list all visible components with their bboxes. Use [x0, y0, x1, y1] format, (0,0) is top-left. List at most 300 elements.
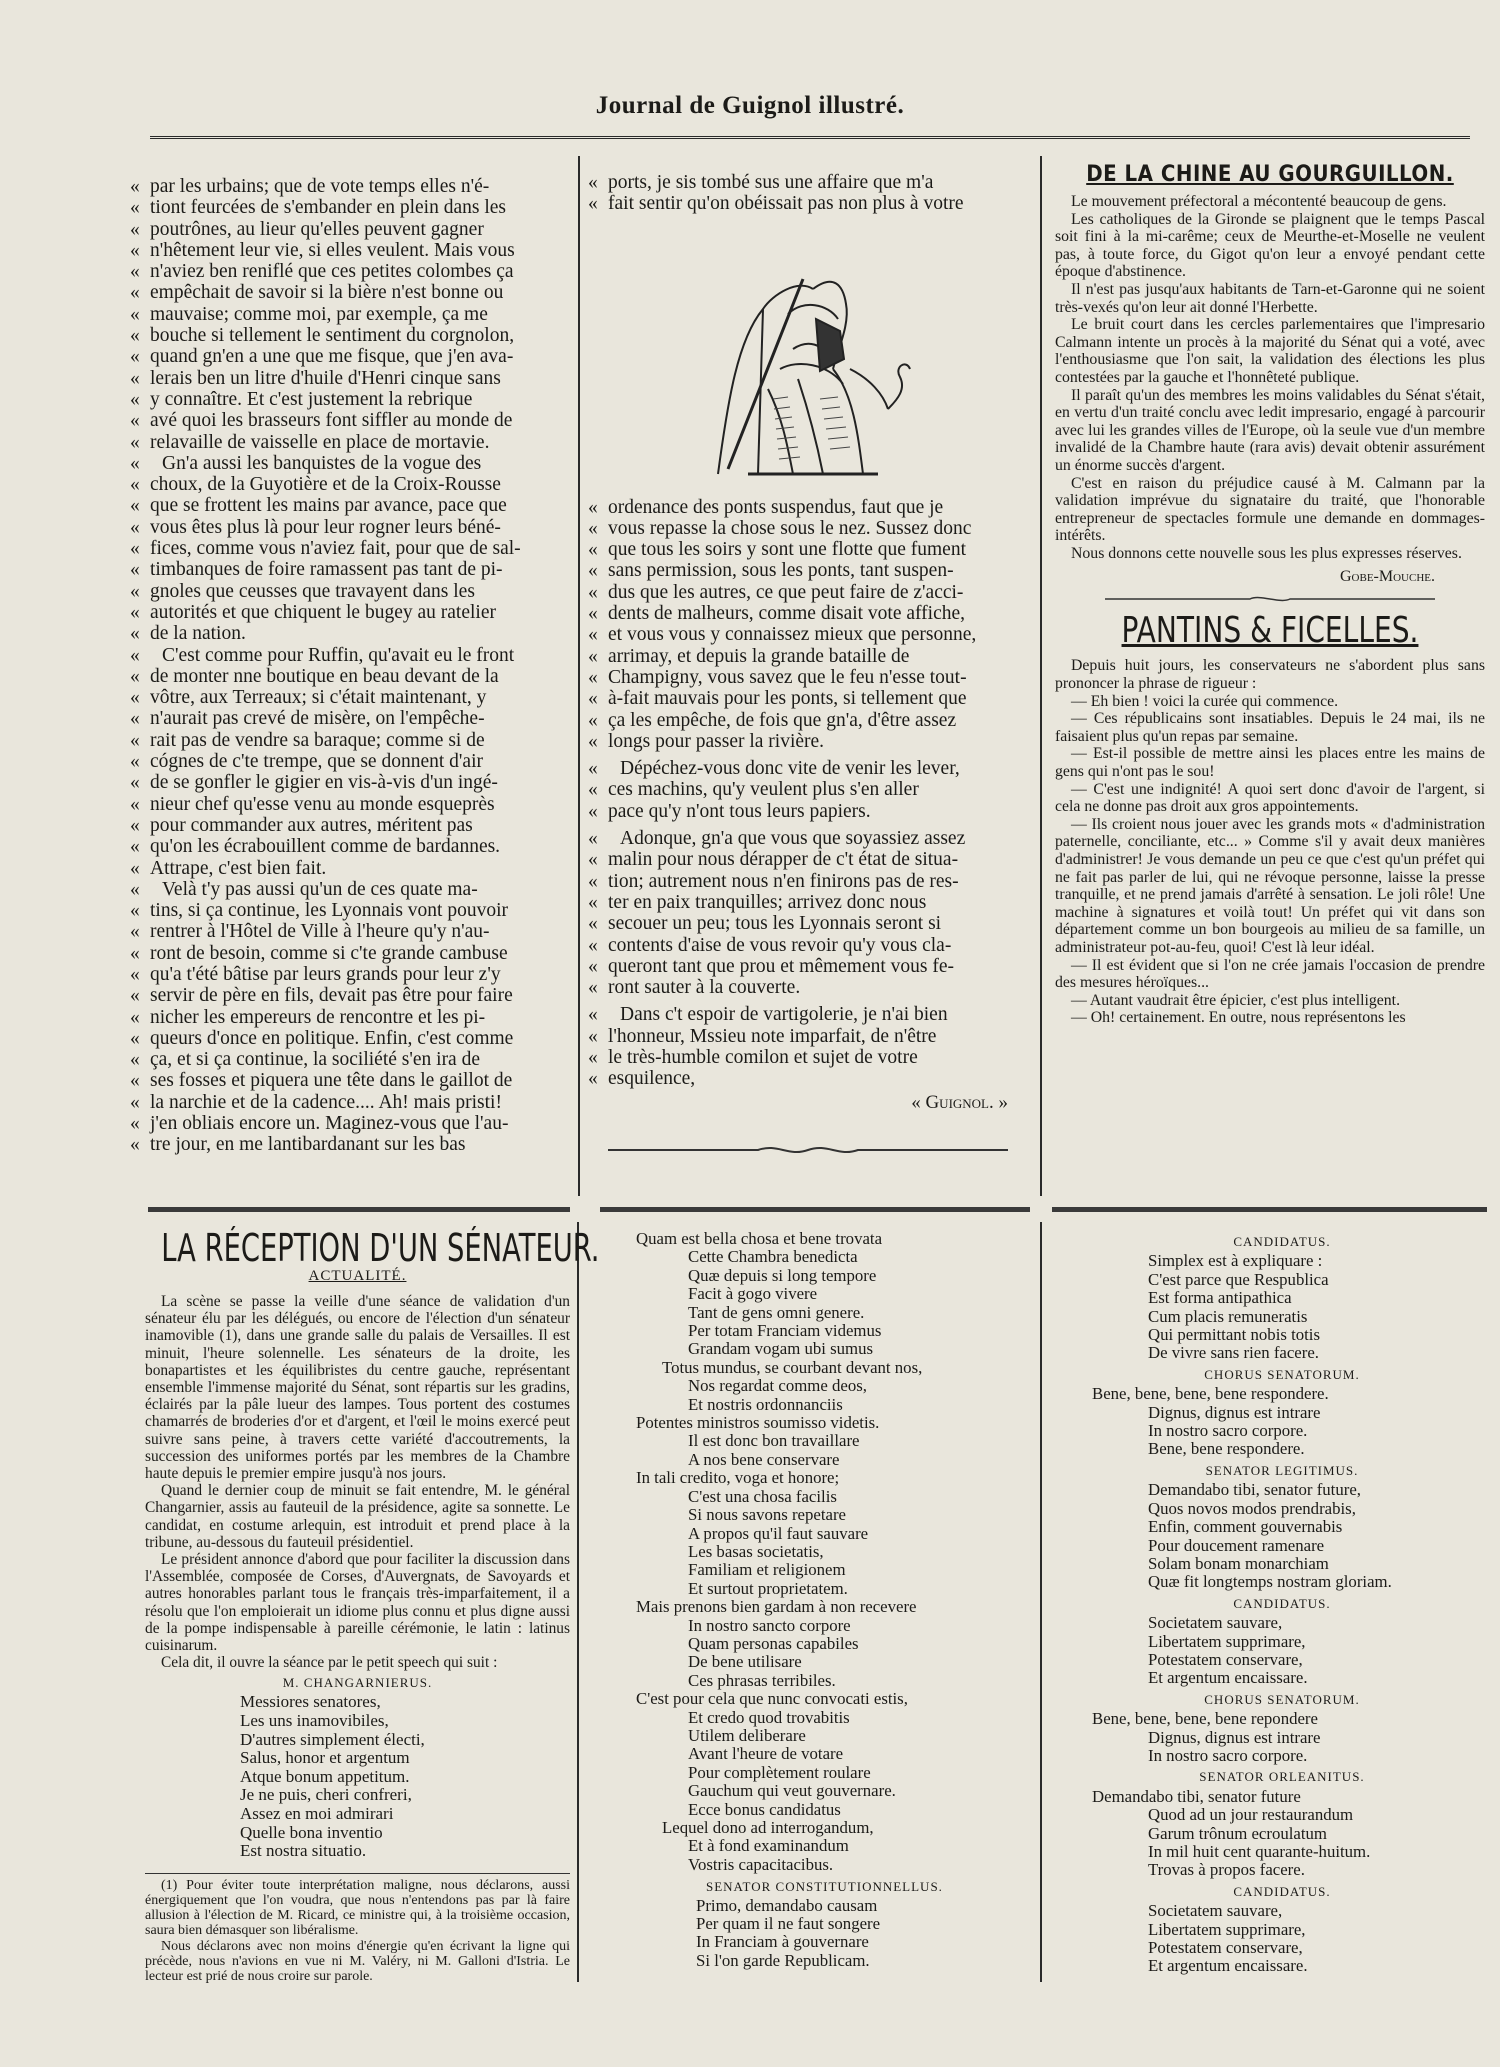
letter-line-text: vôtre, aux Terreaux; si c'était maintenant, y	[150, 687, 487, 709]
letter-line	[588, 710, 1028, 731]
guillemet-mark: «	[588, 581, 598, 603]
guillemet-mark: «	[130, 176, 140, 197]
verse-line: De bene utilisare	[688, 1652, 802, 1672]
letter-line	[130, 1028, 570, 1049]
letter-line	[588, 560, 1028, 581]
guillemet-mark: «	[588, 1025, 598, 1047]
letter-line	[130, 815, 570, 836]
verse-line: Per quam il ne faut songere	[696, 1914, 881, 1934]
letter-line	[588, 1047, 1028, 1068]
verse-line: Assez en moi admirari	[240, 1804, 394, 1824]
guillemet-mark: «	[588, 977, 598, 999]
letter-line	[130, 751, 570, 772]
verse-line: In nostro sancto corpore	[688, 1615, 851, 1635]
guillemet-mark: «	[588, 870, 598, 892]
letter-line	[588, 977, 1028, 998]
guillemet-mark: «	[130, 580, 140, 602]
guillemet-mark: «	[588, 1068, 598, 1090]
letter-line-text: choux, de la Guyotière et de la Croix-Rousse	[150, 474, 501, 496]
masthead-rule	[150, 136, 1470, 139]
verse-line: Solam bonam monarchiam	[1148, 1553, 1329, 1573]
letter-line	[130, 517, 570, 538]
letter-line-text: ses fosses et piquera une tête dans le gaillot de	[150, 1070, 513, 1092]
letter-line-text: Champigny, vous savez que le feu n'esse tout-	[608, 666, 967, 688]
speaker-label: SENATOR ORLEANITUS.	[1199, 1769, 1365, 1785]
guillemet-mark: «	[130, 836, 140, 858]
section-divider-left	[148, 1207, 570, 1212]
letter-line-text: qu'a t'été bâtise par leurs grands pour leur z'y	[150, 963, 501, 985]
section-divider-right	[1052, 1207, 1487, 1212]
paragraph: — Ces républicains sont insatiables. Depuis le 24 mai, ils ne faisaient plus qu'un repas par semaine.	[1055, 710, 1485, 745]
verse-line: Facit à gogo vivere	[688, 1284, 818, 1304]
letter-line-text: et vous vous y connaissez mieux que personne,	[608, 624, 977, 646]
paragraph: — Autant vaudrait être épicier, c'est plus intelligent.	[1071, 991, 1401, 1009]
section-title-chine: DE LA CHINE AU GOURGUILLON.	[1086, 162, 1454, 187]
verse-line: D'autres simplement électi,	[240, 1729, 425, 1749]
paragraph: (1) Pour éviter toute interprétation maligne, nous déclarons, aussi énergiquement que l'on voudra, que nous n'entendons pas par là faire allusion à l'élection de M. Ricard, ce ministre qui, à la troisième occasion, saura bien démasquer son libéralisme.	[145, 1877, 570, 1939]
letter-line	[130, 1007, 570, 1028]
guillemet-mark: «	[588, 645, 598, 667]
paragraph: Les catholiques de la Gironde se plaignent que le temps Pascal soit fini à la mi-carême; ceux de Meurthe-et-Moselle ne veulent pas, à toute force, du Gigot qu'on leur a envoyé pendant cette époque d'abstinence.	[1055, 210, 1485, 281]
letter-line	[130, 453, 570, 474]
verse-line: Cette Chambra benedicta	[688, 1247, 858, 1267]
guillemet-mark: «	[130, 261, 140, 283]
guillemet-mark: «	[130, 921, 140, 943]
letter-line-text: avé quoi les brasseurs font siffler au monde de	[150, 410, 513, 432]
letter-line-text: queurs d'once en politique. Enfin, c'est comme	[150, 1027, 514, 1049]
verse-line: Demandabo tibi, senator future,	[1148, 1480, 1361, 1500]
section-title-reception	[161, 1226, 600, 1270]
letter-line	[130, 836, 570, 857]
verse-line: Bene, bene respondere.	[1148, 1439, 1305, 1459]
guillemet-mark: «	[130, 665, 140, 687]
verse-line: Est nostra situatio.	[240, 1841, 367, 1861]
letter-line-text: ces machins, qu'y veulent plus s'en aller	[608, 779, 919, 801]
letter-line	[588, 193, 1028, 214]
letter-line-text: qu'on les écrabouillent comme de bardannes.	[150, 836, 501, 858]
guillemet-mark: «	[588, 624, 598, 646]
letter-line	[130, 581, 570, 602]
verse-line: In Franciam à gouvernare	[696, 1932, 869, 1952]
speaker-label: SENATOR LEGITIMUS.	[1205, 1462, 1359, 1478]
guillemet-mark: «	[588, 193, 598, 215]
letter-line-text: vous repasse la chose sous le nez. Sussez donc	[608, 517, 972, 539]
guillemet-mark: «	[130, 346, 140, 368]
guillemet-mark: «	[588, 800, 598, 822]
verse-line: Vostris capacitacibus.	[688, 1854, 834, 1874]
verse-line: Je ne puis, cheri confreri,	[240, 1785, 412, 1805]
guillemet-mark: «	[130, 452, 140, 474]
letter-line-text: Velà t'y pas aussi qu'un de ces quate ma-	[162, 878, 478, 900]
guillemet-mark: «	[588, 730, 598, 752]
verse-line: Tant de gens omni genere.	[688, 1302, 865, 1322]
letter-line	[588, 1068, 1028, 1089]
letter-line	[588, 758, 1028, 779]
letter-line-text: que tous les soirs y sont une flotte que fument	[608, 539, 966, 561]
paragraph: Nous donnons cette nouvelle sous les plus expresses réserves.	[1071, 544, 1462, 562]
letter-line	[130, 389, 570, 410]
verse-line: Avant l'heure de votare	[688, 1744, 844, 1764]
letter-line-text: Gn'a aussi les banquistes de la vogue des	[162, 452, 482, 474]
guillemet-mark: «	[130, 431, 140, 453]
letter-line	[130, 921, 570, 942]
letter-line-text: Dans c't espoir de vartigolerie, je n'ai bien	[620, 1004, 948, 1026]
letter-line	[588, 603, 1028, 624]
letter-line	[130, 219, 570, 240]
letter-line	[588, 667, 1028, 688]
verse-line: Qui permittant nobis totis	[1148, 1325, 1320, 1345]
letter-line	[130, 176, 570, 197]
guillemet-mark: «	[130, 942, 140, 964]
column-rule-2	[1040, 156, 1042, 1196]
letter-line-text: le très-humble comilon et sujet de votre	[608, 1047, 918, 1069]
letter-line	[130, 495, 570, 516]
letter-line-text: fait sentir qu'on obéissait pas non plus à votre	[608, 193, 964, 215]
letter-line-text: bouche si tellement le sentiment du corgnolon,	[150, 325, 515, 347]
guillemet-mark: «	[130, 644, 140, 666]
letter-line-text: timbanques de foire ramassent pas tant de pi-	[150, 559, 503, 581]
verse-line: Quam est bella chosa et bene trovata	[636, 1229, 883, 1248]
guillemet-mark: «	[588, 496, 598, 518]
guillemet-mark: «	[588, 955, 598, 977]
letter-line-text: à-fait mauvais pour les ponts, si tellement que	[608, 688, 967, 710]
verse-line: Et surtout proprietatem.	[688, 1578, 848, 1598]
verse-line: Messiores senatores,	[240, 1692, 381, 1712]
guillemet-mark: «	[130, 325, 140, 347]
letter-line	[588, 913, 1028, 934]
guillemet-mark: «	[588, 828, 598, 850]
letter-line	[130, 432, 570, 453]
verse-line: Enfin, comment gouvernabis	[1148, 1517, 1343, 1537]
verse-line: Mais prenons bien gardam à non recevere	[636, 1597, 917, 1617]
verse-line: Ces phrasas terribiles.	[688, 1670, 836, 1690]
letter-line	[130, 964, 570, 985]
letter-line-text: rait pas de vendre sa baraque; comme si de	[150, 729, 485, 751]
guillemet-mark: «	[588, 666, 598, 688]
footnote-rule	[145, 1873, 570, 1874]
letter-line-text: relavaille de vaisselle en place de mortavie.	[150, 431, 490, 453]
letter-line	[130, 474, 570, 495]
guillemet-mark: «	[130, 282, 140, 304]
guillemet-mark: «	[130, 495, 140, 517]
verse-line: Si l'on garde Republicam.	[696, 1950, 870, 1970]
speaker-label: CANDIDATUS.	[1233, 1595, 1331, 1611]
letter-line	[130, 985, 570, 1006]
guillemet-mark: «	[588, 1047, 598, 1069]
verse-line: C'est una chosa facilis	[688, 1486, 837, 1506]
letter-line	[130, 1070, 570, 1091]
verse-line: A propos qu'il faut sauvare	[688, 1523, 869, 1543]
letter-line	[130, 858, 570, 879]
guillemet-mark: «	[130, 857, 140, 879]
letter-line-text: tre jour, en me lantibardanant sur les bas	[150, 1134, 466, 1156]
letter-line	[130, 879, 570, 900]
guillemet-mark: «	[588, 560, 598, 582]
signature-gobe-mouche: Gobe-Mouche.	[1340, 568, 1435, 586]
speaker-label: CHORUS SENATORUM.	[1204, 1691, 1360, 1707]
paragraph: Quand le dernier coup de minuit se fait entendre, M. le général Changarnier, assis au fauteuil de la présidence, agite sa sonnette. Le candidat, en costume arlequin, est introduit et prend place à la tribune, au-dessous du fauteuil présidentiel.	[145, 1482, 570, 1551]
paragraph: — Il est évident que si l'on ne crée jamais l'occasion de prendre des mesures héroïques...	[1055, 956, 1485, 992]
letter-line	[130, 772, 570, 793]
guillemet-mark: «	[130, 516, 140, 538]
letter-line	[588, 1026, 1028, 1047]
verse-line: Bene, bene, bene, bene repondere	[1092, 1709, 1318, 1729]
letter-line-text: nicher les empereurs de rencontre et les pi-	[150, 1006, 486, 1028]
guillemet-mark: «	[588, 517, 598, 539]
letter-line	[130, 623, 570, 644]
letter-line	[588, 646, 1028, 667]
paragraph: Il paraît qu'un des membres les moins validables du Sénat s'était, en vertu d'un traité conclu avec ledit impresario, engagé à parcourir avec lui les grandes villes de l'Europe, où la seule vue d'un membre invalidé de la Chambre haute (rara avis) devait obtenir assurément un énorme succès d'argent.	[1055, 386, 1485, 474]
verse-line: Est forma antipathica	[1148, 1288, 1292, 1308]
verse-line: Dignus, dignus est intrare	[1148, 1727, 1321, 1747]
verse-line: Quæ fit longtemps nostram gloriam.	[1148, 1572, 1392, 1592]
letter-line	[588, 688, 1028, 709]
verse-line: Salus, honor et argentum	[240, 1748, 410, 1768]
verse-line: Societatem sauvare,	[1148, 1901, 1283, 1921]
letter-line	[588, 582, 1028, 603]
letter-column-2	[588, 172, 1028, 1157]
guillemet-mark: «	[130, 601, 140, 623]
verse-line: Lequel dono ad interrogandum,	[662, 1818, 874, 1837]
verse-line: Si nous savons repetare	[688, 1505, 846, 1525]
verse-line: In tali credito, voga et honore;	[636, 1468, 840, 1488]
letter-line-text: par les urbains; que de vote temps elles n'é-	[150, 176, 490, 197]
guillemet-mark: «	[130, 729, 140, 751]
verse-line: Les basas societatis,	[688, 1541, 824, 1561]
letter-line-text: gnoles que ceusses que travayent dans les	[150, 580, 475, 602]
paragraph: — Ils croient nous jouer avec les grands mots « d'administration paternelle, conciliante, etc... » Comme s'il y avait deux manières d'administrer! Je vous demande un peu ce que c'est qu'un préfet qui ne fait pas parler de lui, qui ne révoque personne, laisse la presse tranquille, et ne prend jamais d'arrêté à sensation. Le joli rôle! Une machine à signatures et voilà tout! Un préfet qui vit dans son département comme un bon bourgeois au milieu de sa famille, un administrateur pot-au-feu, quoi! C'est là leur idéal.	[1055, 815, 1485, 956]
letter-line	[130, 368, 570, 389]
verse-line: Et argentum encaissare.	[1148, 1956, 1308, 1976]
letter-line-text: l'honneur, Mssieu note imparfait, de n'être	[608, 1025, 937, 1047]
verse-line: Pour doucement ramenare	[1148, 1535, 1325, 1555]
letter-line-text: dus que les autres, ce que peut faire de z'acci-	[608, 581, 964, 603]
paragraph: Le président annonce d'abord que pour faciliter la discussion dans l'Assemblée, composée de Corses, d'Auvergnats, de Savoyards et autres honorables parlant tous le français très-imparfaitement, il a résolu que l'on emploierait un idiome plus connu et plus digne aussi de la pompe indispensable à pareille cérémonie, le latin : latinus cuisinarum.	[145, 1551, 570, 1655]
verse-line: Nos regardat comme deos,	[688, 1376, 867, 1396]
guillemet-mark: «	[130, 1027, 140, 1049]
letter-line-text: cógnes de c'te trempe, que se donnent d'air	[150, 751, 483, 773]
verse-line: Gauchum qui veut gouvernare.	[688, 1781, 896, 1801]
guillemet-mark: «	[588, 1004, 598, 1026]
letter-line-text: autorités et que chiquent le bugey au ratelier	[150, 601, 496, 623]
letter-line-text: la narchie et de la cadence.... Ah! mais pristi!	[150, 1091, 502, 1113]
letter-line-text: servir de père en fils, devait pas être pour faire	[150, 985, 513, 1007]
guillemet-mark: «	[130, 367, 140, 389]
letter-line-text: poutrônes, au lieur qu'elles peuvent gagner	[150, 218, 484, 240]
letter-line	[130, 1049, 570, 1070]
letter-line	[130, 538, 570, 559]
column-rule-1	[578, 156, 580, 1196]
verse-line: Quelle bona inventio	[240, 1822, 383, 1842]
guillemet-mark: «	[130, 687, 140, 709]
letter-line	[130, 282, 570, 303]
verse-line: Primo, demandabo causam	[696, 1895, 878, 1915]
letter-line-text: esquilence,	[608, 1068, 696, 1090]
letter-line-text: dents de malheurs, comme disait vote affiche,	[608, 603, 966, 625]
letter-line	[130, 559, 570, 580]
letter-line	[588, 779, 1028, 800]
letter-line	[130, 1134, 570, 1155]
verse-line: Per totam Franciam videmus	[688, 1321, 882, 1341]
guillemet-mark: «	[130, 218, 140, 240]
letter-line-text: pour commander aux autres, méritent pas	[150, 814, 473, 836]
pantins-title-text: PANTINS & FICELLES.	[1121, 610, 1419, 652]
guillemet-mark: «	[588, 172, 598, 193]
guillemet-mark: «	[130, 751, 140, 773]
guillemet-mark: «	[130, 623, 140, 645]
section-title-pantins	[1102, 610, 1437, 651]
verse-line: Bene, bene, bene, bene respondere.	[1092, 1384, 1329, 1404]
letter-line-text: ça, et si ça continue, la sociliété s'en ira de	[150, 1049, 480, 1071]
letter-line-text: contents d'aise de vous revoir qu'y vous cla-	[608, 934, 952, 956]
guillemet-mark: «	[130, 1091, 140, 1113]
guillemet-mark: «	[130, 474, 140, 496]
guillemet-mark: «	[130, 900, 140, 922]
paragraph: — Oh! certainement. En outre, nous représentons les	[1071, 1009, 1406, 1027]
letter-line-text: sans permission, sous les ponts, tant suspen-	[608, 560, 954, 582]
verse-line: Garum trônum ecroulatum	[1148, 1823, 1327, 1843]
letter-line-text: rentrer à l'Hôtel de Ville à l'heure qu'y n'au-	[150, 921, 490, 943]
letter-line	[588, 731, 1028, 752]
signature-guignol: « Guignol. »	[911, 1091, 1008, 1113]
letter-line	[130, 1113, 570, 1134]
guillemet-mark: «	[588, 913, 598, 935]
guillemet-mark: «	[130, 772, 140, 794]
guillemet-mark: «	[588, 688, 598, 710]
speaker-label: CHORUS SENATORUM.	[1204, 1366, 1360, 1382]
guillemet-mark: «	[588, 603, 598, 625]
guillemet-mark: «	[130, 878, 140, 900]
verse-line: Il est donc bon travaillare	[688, 1431, 860, 1451]
paragraph: C'est en raison du préjudice causé à M. Calmann par la validation imprévue du signataire du traité, que l'honorable entrepreneur de spectacles formule une demande en dommages-intérêts.	[1055, 474, 1485, 545]
letter-line	[130, 261, 570, 282]
guillemet-mark: «	[588, 758, 598, 780]
right-column-top	[1055, 162, 1485, 1027]
letter-line	[130, 1092, 570, 1113]
verse-line: Et à fond examinandum	[688, 1836, 849, 1856]
verse-line: Atque bonum appetitum.	[240, 1766, 410, 1786]
letter-line	[130, 325, 570, 346]
letter-line-text: ter en paix tranquilles; arrivez donc nous	[608, 891, 927, 913]
letter-line	[588, 849, 1028, 870]
verse-middle	[636, 1230, 1036, 1970]
guillemet-mark: «	[130, 1006, 140, 1028]
verse-line: Potentes ministros soumisso videtis.	[636, 1413, 880, 1433]
letter-line	[588, 935, 1028, 956]
guillemet-mark: «	[130, 1134, 140, 1156]
verse-line: Dignus, dignus est intrare	[1148, 1402, 1321, 1422]
speaker-label: CANDIDATUS.	[1233, 1234, 1331, 1249]
letter-line-text: vous êtes plus là pour leur rogner leurs béné-	[150, 516, 501, 538]
verse-line: In mil huit cent quarante-huitum.	[1148, 1842, 1371, 1861]
speaker-changarnierus: M. CHANGARNIERUS.	[282, 1675, 433, 1691]
letter-line	[130, 602, 570, 623]
verse-line: Et credo quod trovabitis	[688, 1707, 850, 1727]
paragraph: Le bruit court dans les cercles parlementaires que l'impresario Calmann intente un procès à la majorité du Sénat qui a voté, avec l'enthousiasme que l'on sait, la validation des élections les plus contestées par la gauche et l'honnêteté publique.	[1055, 316, 1485, 386]
letter-line-text: n'hêtement leur vie, si elles veulent. Mais vous	[150, 239, 515, 261]
verse-line: Les uns inamovibiles,	[240, 1711, 389, 1731]
letter-line-text: mauvaise; comme moi, par exemple, ça me	[150, 303, 488, 325]
reception-subtitle: ACTUALITÉ.	[308, 1268, 407, 1284]
paragraph: Cela dit, il ouvre la séance par le petit speech qui suit :	[161, 1654, 498, 1672]
paragraph: Le mouvement préfectoral a mécontenté beaucoup de gens.	[1071, 193, 1447, 210]
letter-line-text: secouer un peu; tous les Lyonnais seront si	[608, 913, 942, 935]
letter-line-text: empêchait de savoir si la bière n'est bonne ou	[150, 282, 504, 304]
verse-line: Cum placis remuneratis	[1148, 1306, 1308, 1326]
letter-line	[588, 871, 1028, 892]
reception-title-text: LA RÉCEPTION D'UN SÉNATEUR.	[161, 1226, 600, 1270]
letter-line-text: lerais ben un litre d'huile d'Henri cinque sans	[150, 367, 501, 389]
letter-line-text: de se gonfler le gigier en vis-à-vis d'un ingé-	[150, 772, 498, 794]
letter-line-text: pace qu'y n'ont tous leurs papiers.	[608, 800, 871, 822]
letter-line	[588, 1004, 1028, 1025]
verse-line: Grandam vogam ubi sumus	[688, 1339, 874, 1359]
guillemet-mark: «	[130, 963, 140, 985]
verse-line: Demandabo tibi, senator future	[1092, 1786, 1301, 1806]
letter-column-1	[130, 176, 570, 1156]
letter-line-text: ordenance des ponts suspendus, faut que je	[608, 496, 944, 518]
letter-line-text: y connaître. Et c'est justement la rebrique	[150, 388, 473, 410]
verse-line: C'est parce que Respublica	[1148, 1269, 1329, 1289]
verse-line: Libertatem supprimare,	[1148, 1919, 1306, 1939]
letter-line	[588, 828, 1028, 849]
verse-line: Pour complètement roulare	[688, 1762, 871, 1782]
letter-line	[130, 304, 570, 325]
letter-line	[130, 410, 570, 431]
letter-line	[588, 624, 1028, 645]
letter-line-text: fices, comme vous n'aviez fait, pour que de sal-	[150, 538, 521, 560]
letter-line-text: longs pour passer la rivière.	[608, 730, 825, 752]
speaker-label: CANDIDATUS.	[1233, 1883, 1331, 1899]
letter-line	[130, 730, 570, 751]
letter-line	[130, 687, 570, 708]
letter-line-text: queront tant que prou et mêmement vous fe-	[608, 955, 955, 977]
letter-line-text: quand gn'en a une que me fisque, que j'en ava-	[150, 346, 514, 368]
section-divider-mid	[600, 1207, 1030, 1212]
verse-line: Trovas à propos facere.	[1148, 1860, 1305, 1880]
guillemet-mark: «	[130, 708, 140, 730]
letter-line-text: malin pour nous dérapper de c't état de situa-	[608, 849, 959, 871]
paragraph: — Eh bien ! voici la curée qui commence.	[1071, 692, 1339, 710]
letter-line	[588, 539, 1028, 560]
letter-line	[130, 666, 570, 687]
letter-line	[130, 645, 570, 666]
verse-line: Ecce bonus candidatus	[688, 1799, 841, 1819]
paragraph: La scène se passe la veille d'une séance de validation d'un sénateur élu par les délégués, ou encore de l'élection d'un sénateur inamovible (1), dans une grande salle du palais de Versailles. Il est minuit, l'heure solennelle. Les sénateurs de la droite, les bonapartistes et les équilibristes du centre gauche, représentant ensemble l'immense majorité du Sénat, sont répartis sur les gradins, éclairés par la pâle lueur des lampes. Tous portent des costumes chamarrés de broderies d'or et d'argent, et l'œil le moins exercé peut suivre sans peine, à travers cette variété d'accoutrements, la succession des uniformes portés par les membres de la Chambre haute depuis le premier empire jusqu'à nos jours.	[145, 1293, 570, 1483]
letter-line-text: Attrape, c'est bien fait.	[150, 857, 327, 879]
guillemet-mark: «	[588, 709, 598, 731]
verse-line: In nostro sacro corpore.	[1148, 1745, 1308, 1765]
guillemet-mark: «	[130, 410, 140, 432]
letter-line	[130, 794, 570, 815]
guillemet-mark: «	[130, 538, 140, 560]
verse-line: Totus mundus, se courbant devant nos,	[662, 1357, 923, 1377]
letter-line-text: tiont feurcées de s'embander en plein dans les	[150, 197, 507, 219]
guillemet-mark: «	[588, 891, 598, 913]
guillemet-mark: «	[130, 388, 140, 410]
reception-article	[145, 1226, 600, 1985]
letter-line-text: Dépéchez-vous donc vite de venir les lever,	[620, 758, 960, 780]
verse-line: A nos bene conservare	[688, 1449, 840, 1469]
letter-line	[588, 172, 1028, 193]
letter-line-text: de monter nne boutique en beau devant de la	[150, 665, 499, 687]
letter-line	[588, 518, 1028, 539]
letter-line-text: arrimay, et depuis la grande bataille de	[608, 645, 910, 667]
ornament-divider-2	[1105, 594, 1435, 604]
paragraph: Depuis huit jours, les conservateurs ne s'abordent plus sans prononcer la phrase de rigueur :	[1055, 657, 1485, 693]
illustration-guignol-figure	[588, 219, 1028, 491]
ornament-divider	[608, 1143, 1008, 1157]
